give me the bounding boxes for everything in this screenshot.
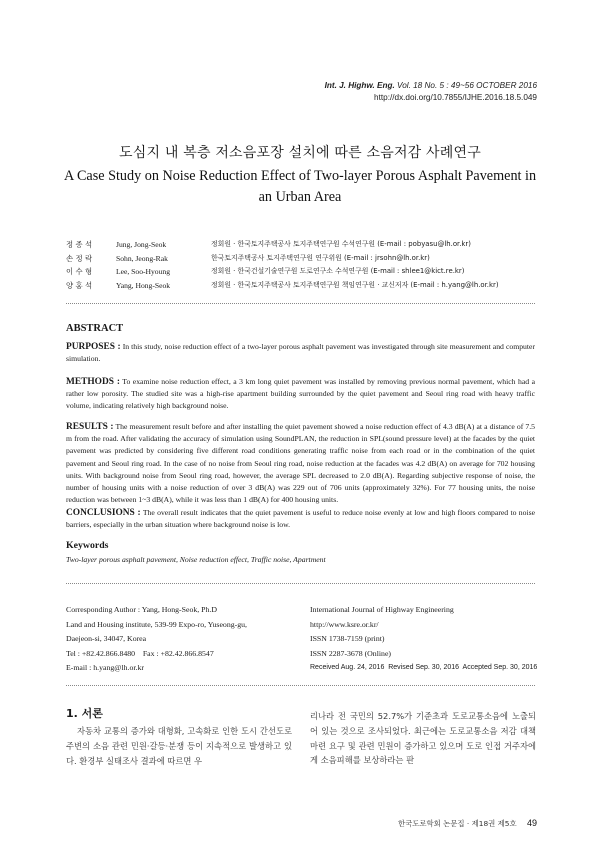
divider-top (66, 303, 535, 304)
journal-citation (325, 80, 537, 92)
corr-line: Land and Housing institute, 539-99 Expo-ro, Yuseong-gu, (66, 619, 247, 629)
purposes-label: PURPOSES : (66, 342, 121, 352)
corr-line: Corresponding Author : Yang, Hong-Seok, Ph.D (66, 605, 217, 614)
divider-bottom (66, 685, 535, 686)
journal-url[interactable]: http://www.ksre.or.kr/ (310, 619, 379, 629)
volume-info: Vol. 18 No. 5 : 49~56 OCTOBER 2016 (397, 81, 537, 90)
abstract-results (66, 421, 535, 506)
abstract-purposes (66, 341, 535, 365)
purposes-text: In this study, noise reduction effect of a two-layer porous asphalt pavement was investigated through site measurement and computer simulation. (66, 342, 535, 364)
submission-dates: Received Aug. 24, 2016 Revised Sep. 30, 2016 Accepted Sep. 30, 2016 (310, 664, 538, 672)
issn-print: ISSN 1738-7159 (print) (310, 634, 385, 644)
author-name-korean: 손 정 락 (66, 253, 93, 263)
title-english: A Case Study on Noise Reduction Effect of Two-layer Porous Asphalt Pavement in an Urban Area (63, 168, 537, 205)
author-affiliation: 정회원 · 한국건설기술연구원 도로연구소 수석연구원 (E-mail : shlee1@kict.re.kr) (211, 267, 465, 275)
author-affiliation: 정회원 · 한국토지주택공사 토지주택연구원 책임연구원 · 교신저자 (E-mail : h.yang@lh.or.kr) (211, 280, 499, 289)
page-footer (398, 818, 537, 829)
methods-label: METHODS : (66, 377, 120, 387)
author-name-english: Sohn, Jeong-Rak (116, 253, 168, 263)
footer-journal: 한국도로학회 논문집 · 제18권 제5호 (397, 819, 517, 828)
methods-text: To examine noise reduction effect, a 3 km long quiet pavement was installed by removing previous normal pavement, which had a rather low porosity. The studied site was a high-rise apartment building surrounded by the quiet pavement and Seoul ring road with heavy traffic volume, indicating relatively high background noise. (66, 377, 535, 411)
conclusions-text: The overall result indicates that the quiet pavement is useful to reduce noise evenly at low and high floors compared to noise barriers, especially in the urban situation where background noise is low. (66, 508, 535, 530)
intro-left-column: 자동차 교통의 증가와 대형화, 고속화로 인한 도시 간선도로 주변의 소음 관련 민원·갈등·분쟁 등이 지속적으로 발생하고 있다. 환경부 실태조사 결과에 따르면 우 (66, 726, 292, 766)
journal-abbrev: Int. J. Highw. Eng. (324, 81, 395, 90)
abstract-heading: ABSTRACT (66, 323, 124, 334)
issn-online: ISSN 2287-3678 (Online) (310, 648, 391, 658)
title-korean: 도심지 내 복층 저소음포장 설치에 따른 소음저감 사례연구 (119, 145, 481, 161)
corr-email[interactable]: E-mail : h.yang@lh.or.kr (66, 663, 144, 673)
results-text: The measurement result before and after installing the quiet pavement showed a noise reduction effect of 4.3 dB(A) at a distance of 7.5 m from the road. After validating the accuracy of simulation using SoundPLAN, the reduction in SPL(sound pressure level) at the facades by the quiet pavement was predicted by considering five different road conditions generating traffic noise from each road or in the combination of the quiet pavement and Seoul ring road. In the case of no noise from Seoul ring road, noise reduction at the facades was 4.2 dB(A) on average for 702 housing units. With background noise from Seoul ring road, however, the average SPL decreased to 2.0 dB(A). Regarding subjective response of noise, the number of housing units with a noise reduction of over 3 dB(A) was 229 out of 706 units (approximately 32%). For 77 housing units, the noise reduction was between 1~3 dB(A), while it was less than 1 dB(A) for 400 housing units. (66, 422, 535, 505)
section-heading-intro: 1. 서론 (66, 707, 103, 720)
author-name-english: Yang, Hong-Seok (116, 280, 171, 290)
page-number: 49 (526, 818, 537, 828)
keywords-text: Two-layer porous asphalt pavement, Noise reduction effect, Traffic noise, Apartment (66, 555, 326, 564)
author-affiliation: 정회원 · 한국토지주택공사 토지주택연구원 수석연구원 (E-mail : pobyasu@lh.or.kr) (211, 240, 471, 248)
author-name-korean: 양 홍 석 (66, 280, 93, 290)
keywords-heading: Keywords (66, 540, 109, 551)
doi-link[interactable]: http://dx.doi.org/10.7855/IJHE.2016.18.5.049 (374, 93, 537, 102)
divider-mid (66, 583, 535, 584)
conclusions-label: CONCLUSIONS : (66, 508, 141, 518)
journal-name: International Journal of Highway Engineering (310, 605, 454, 614)
abstract-methods (66, 376, 535, 413)
author-name-korean: 이 수 형 (66, 267, 93, 276)
author-name-english: Lee, Soo-Hyoung (116, 267, 170, 276)
results-label: RESULTS : (66, 422, 114, 432)
corr-line: Tel : +82.42.866.8480 Fax : +82.42.866.8547 (66, 648, 214, 658)
journal-info (310, 603, 537, 676)
abstract-conclusions (66, 507, 535, 531)
intro-right-column: 리나라 전 국민의 52.7%가 기준초과 도로교통소음에 노출되어 있는 것으로 조사되었다. 최근에는 도로교통소음 저감 대책 마련 요구 및 관련 민원이 증가하고 있으며 도로 인접 거주자에게 소음피해를 보상하라는 판 (310, 711, 536, 766)
author-affiliation: 한국토지주택공사 토지주택연구원 연구위원 (E-mail : jrsohn@lh.or.kr) (211, 253, 430, 262)
corresponding-author (66, 603, 247, 676)
author-name-korean: 정 종 석 (66, 240, 93, 249)
corr-line: Daejeon-si, 34047, Korea (66, 634, 147, 644)
author-name-english: Jung, Jong-Seok (116, 240, 167, 249)
